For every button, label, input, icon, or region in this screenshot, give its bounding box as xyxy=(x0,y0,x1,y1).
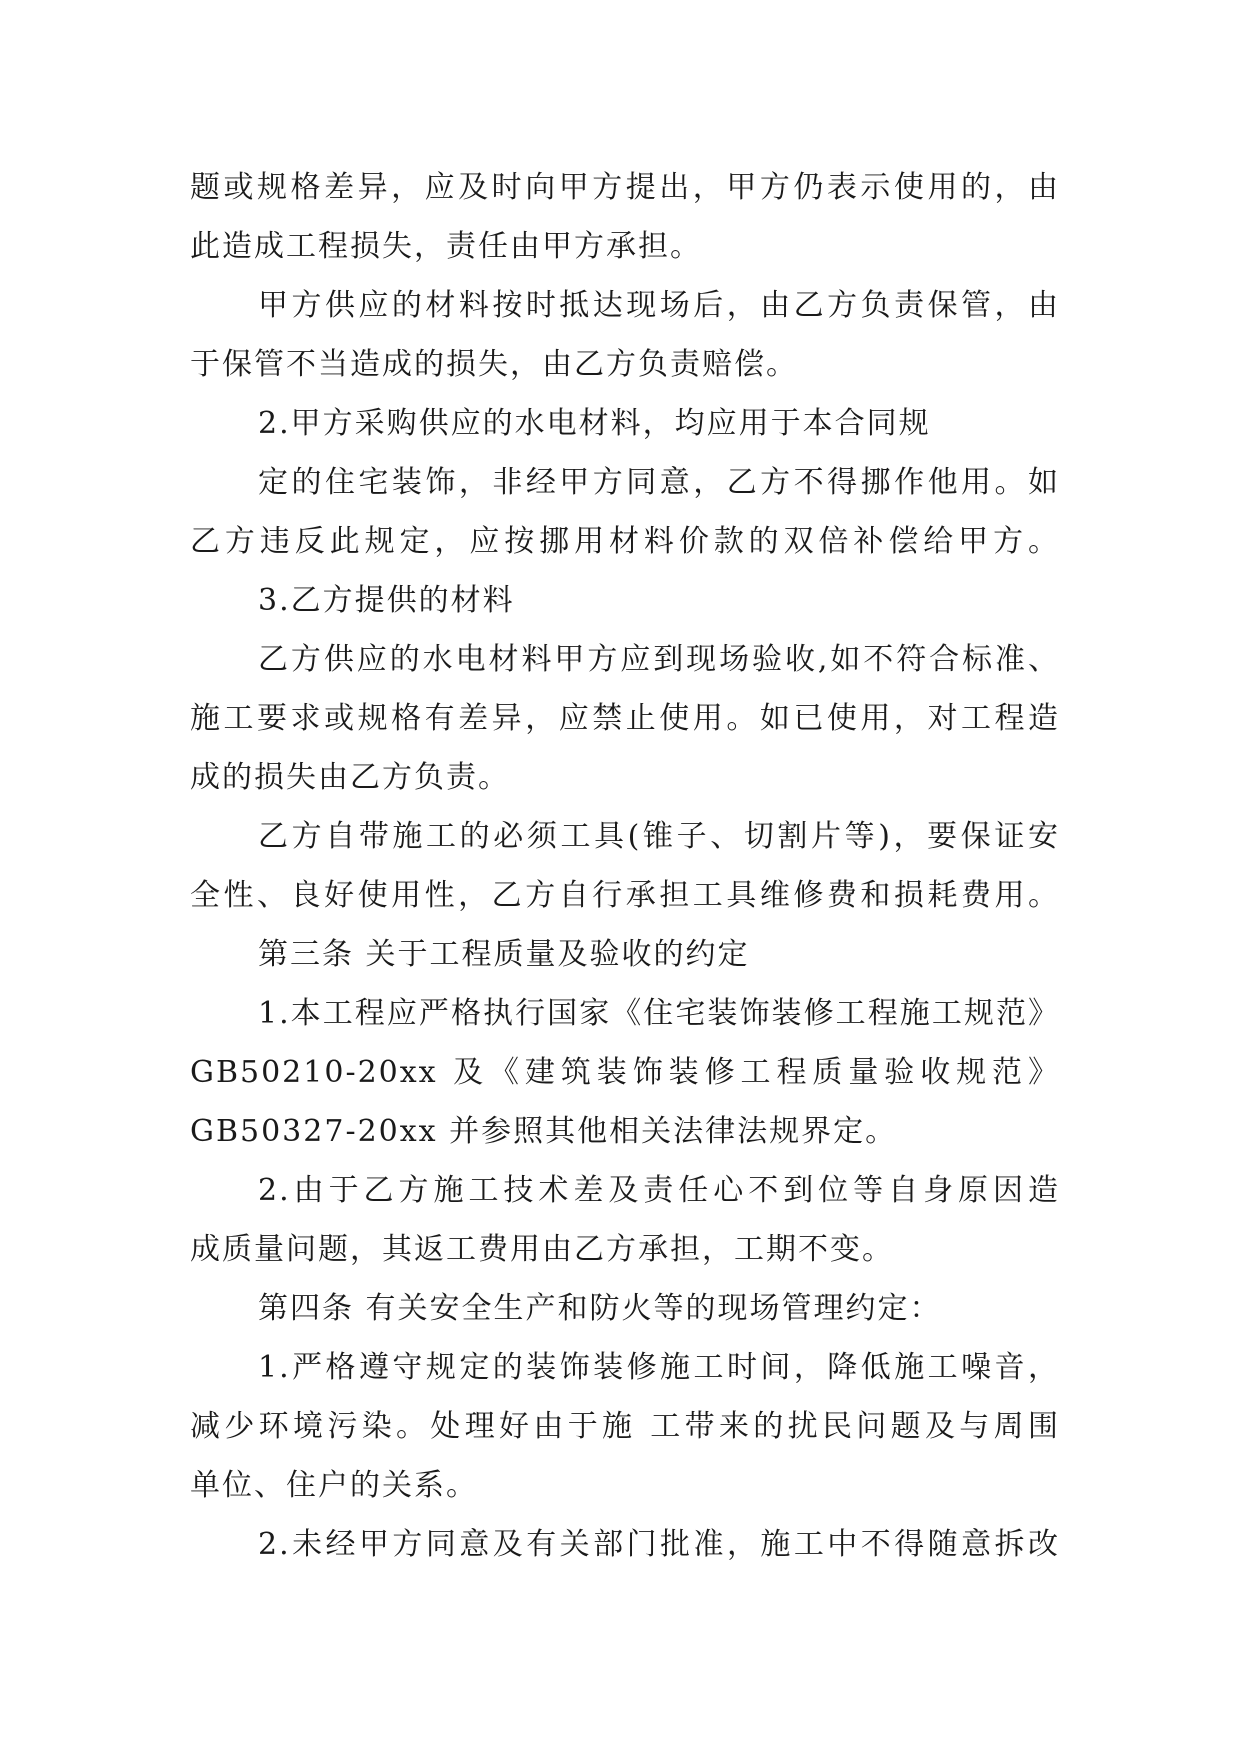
text-line: 施工要求或规格有差异，应禁止使用。如已使用，对工程造 xyxy=(190,701,1060,736)
text-line: 乙方违反此规定，应按挪用材料价款的双倍补偿给甲方。 xyxy=(190,524,1060,559)
text-line: 乙方自带施工的必须工具(锥子、切割片等)，要保证安 xyxy=(258,819,1060,854)
section-heading: 第三条 关于工程质量及验收的约定 xyxy=(258,937,750,972)
document-body xyxy=(190,158,1060,1574)
text-line: 2.甲方采购供应的水电材料，均应用于本合同规 xyxy=(258,406,931,441)
text-line: 定的住宅装饰，非经甲方同意，乙方不得挪作他用。如 xyxy=(258,465,1060,500)
text-line: 1.严格遵守规定的装饰装修施工时间，降低施工噪音， xyxy=(258,1350,1060,1385)
text-line: 此造成工程损失，责任由甲方承担。 xyxy=(190,229,702,264)
text-line: 于保管不当造成的损失，由乙方负责赔偿。 xyxy=(190,347,798,382)
text-line: 2.未经甲方同意及有关部门批准，施工中不得随意拆改 xyxy=(258,1527,1060,1562)
text-line: 3.乙方提供的材料 xyxy=(258,583,515,618)
text-line: 成的损失由乙方负责。 xyxy=(190,760,510,795)
text-line: 全性、良好使用性，乙方自行承担工具维修费和损耗费用。 xyxy=(190,878,1060,913)
text-line: 甲方供应的材料按时抵达现场后，由乙方负责保管，由 xyxy=(258,288,1060,323)
text-line: 乙方供应的水电材料甲方应到现场验收,如不符合标准、 xyxy=(258,642,1060,677)
text-line: GB50210-20xx 及《建筑装饰装修工程质量验收规范》 xyxy=(190,1055,1060,1090)
text-line: GB50327-20xx 并参照其他相关法律法规界定。 xyxy=(190,1114,898,1149)
text-line: 1.本工程应严格执行国家《住宅装饰装修工程施工规范》 xyxy=(258,996,1060,1031)
section-heading: 第四条 有关安全生产和防火等的现场管理约定： xyxy=(258,1291,942,1326)
text-line: 成质量问题，其返工费用由乙方承担，工期不变。 xyxy=(190,1232,894,1267)
text-line: 题或规格差异，应及时向甲方提出，甲方仍表示使用的，由 xyxy=(190,170,1060,205)
text-line: 减少环境污染。处理好由于施 工带来的扰民问题及与周围 xyxy=(190,1409,1060,1444)
text-line: 单位、住户的关系。 xyxy=(190,1468,478,1503)
text-line: 2.由于乙方施工技术差及责任心不到位等自身原因造 xyxy=(258,1173,1060,1208)
